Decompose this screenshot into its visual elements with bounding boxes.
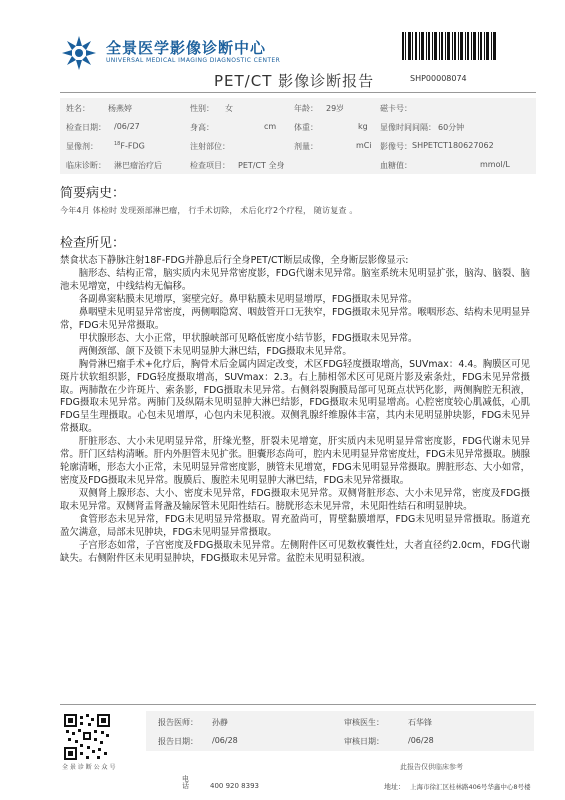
- brand-name-en: UNIVERSAL MEDICAL IMAGING DIAGNOSTIC CENTER: [106, 57, 281, 64]
- exam-item: PET/CT 全身: [238, 161, 285, 170]
- findings-paragraph: 脑形态、结构正常，脑实质内未见异常密度影，FDG代谢未见异常。脑室系统未见明显扩张，脑沟、脑裂、脑池未见增宽，中线结构无偏移。: [60, 267, 530, 292]
- findings-body: [60, 255, 530, 566]
- interval-label: 显像时间间隔：: [380, 123, 436, 132]
- glucose-label: 血糖值：: [380, 161, 412, 170]
- agent-isotope: 18: [114, 141, 121, 147]
- findings-paragraph: 双侧肾上腺形态、大小、密度未见异常，FDG摄取未见异常。双侧肾脏形态、大小未见异常，密度及FDG摄取未见异常。双侧肾盂肾盏及输尿管未见阳性结石。膀胱形态未见异常，未见阳性结石和明显肿块。: [60, 488, 530, 513]
- findings-paragraph: 食管形态未见异常，FDG未见明显异常摄取。胃充盈尚可，胃壁黏膜增厚，FDG未见明显异常摄取。肠道充盈欠满意，局部未见肿块，FDG未见明显异常摄取。: [60, 514, 530, 539]
- report-date: /06/28: [212, 736, 238, 745]
- report-number: SHP00008074: [410, 74, 467, 83]
- height-unit: cm: [264, 122, 277, 131]
- report-title: PET/CT 影像诊断报告: [214, 72, 375, 90]
- findings-paragraph: 子宫形态如常，子宫密度及FDG摄取未见异常。左侧附件区可见数枚囊性灶，大者直径约2.0cm，FDG代谢缺失。右侧附件区未见明显肿块，FDG摄取未见异常。盆腔未见明显积液。: [60, 539, 530, 564]
- agent-value: [114, 141, 145, 151]
- dose-label: 剂量：: [294, 142, 318, 151]
- reporter-label: 报告医师：: [158, 718, 198, 727]
- site-label: 注射部位：: [190, 142, 230, 151]
- card-label: 磁卡号：: [380, 104, 412, 113]
- interval-value: 60分钟: [438, 123, 465, 132]
- patient-sex: 女: [225, 104, 233, 113]
- findings-heading: 检查所见：: [60, 236, 126, 251]
- exam-item-label: 检查项目：: [190, 161, 230, 170]
- qr-code-icon: [64, 714, 110, 760]
- info-row-1: [60, 98, 536, 117]
- exam-date-label: 检查日期：: [66, 123, 106, 132]
- phone-number: 400 920 8393: [210, 782, 259, 790]
- header-rule: [60, 92, 536, 93]
- findings-paragraph: 胸骨淋巴瘤手术+化疗后，胸骨术后金属内固定改变，术区FDG轻度摄取增高，SUVmax：4.4。胸膜区可见斑片状软组织影，FDG轻度摄取增高，SUVmax：2.3。右上肺相邻术区可见斑片影及索条灶，FDG未见异常摄取。两肺散在少许斑片、索条影，FDG摄取未见异常。右侧斜裂胸膜局部可见斑点状钙化影，两侧胸腔无积液，FDG摄取未见异常。两肺门及纵隔未见明显肿大淋巴结影，FDG摄取未见明显增高。心腔密度较心肌减低，心肌FDG呈生理摄取。心包未见增厚，心包内未见积液。双侧乳腺纤维腺体丰富，其内未见明显肿块影，FDG未见异常摄取。: [60, 358, 530, 435]
- signature-panel: [146, 711, 534, 751]
- barcode-icon: [402, 32, 496, 60]
- info-row-2: [60, 117, 536, 136]
- name-label: 姓名：: [66, 104, 90, 113]
- diagnosis-value: 淋巴瘤治疗后: [114, 161, 162, 170]
- glucose-unit: mmol/L: [480, 160, 510, 169]
- brand-name: 全景医学影像诊断中心: [106, 39, 267, 57]
- image-no: SHPETCT180627062: [412, 141, 494, 150]
- footer-rule: [60, 704, 536, 705]
- address-value: 上海市徐汇区桂林路406号华鑫中心8号楼: [410, 783, 531, 791]
- phone-label: 电话: [182, 775, 189, 790]
- reporter-name: 孙静: [212, 718, 228, 727]
- sex-label: 性别：: [190, 104, 214, 113]
- findings-paragraph: 各副鼻窦粘膜未见增厚，窦壁完好。鼻甲粘膜未见明显增厚，FDG摄取未见异常。: [78, 293, 418, 305]
- agent-label: 显像剂：: [66, 142, 98, 151]
- patient-info-panel: [60, 98, 536, 174]
- findings-paragraph: 肝脏形态、大小未见明显异常，肝缘光整，肝裂未见增宽，肝实质内未见明显异常密度影，FDG代谢未见异常。肝门区结构清晰。肝内外胆管未见扩张。胆囊形态尚可，腔内未见明显异常密度灶，FDG未见异常摄取。胰腺轮廓清晰，形态大小正常，未见明显异常密度影，胰管未见增宽，FDG未见明显异常摄取。脾脏形态、大小如常，密度及FDG摄取未见异常。腹膜后、腹腔未见明显肿大淋巴结，FDG未见异常摄取。: [60, 436, 530, 487]
- patient-name: 杨燕婷: [108, 104, 132, 113]
- center-logo-icon: [60, 34, 98, 72]
- age-label: 年龄：: [294, 104, 318, 113]
- review-date-label: 审核日期：: [344, 737, 384, 746]
- weight-label: 体重：: [294, 123, 318, 132]
- findings-paragraph: 鼻咽壁未见明显异常密度，两侧咽隐窝、咽鼓管开口无狭窄，FDG摄取未见异常。喉咽形态、结构未见明显异常，FDG未见异常摄取。: [60, 306, 530, 331]
- review-date: /06/28: [408, 736, 434, 745]
- report-date-label: 报告日期：: [158, 737, 198, 746]
- height-label: 身高：: [190, 123, 214, 132]
- patient-age: 29岁: [326, 104, 345, 113]
- history-text: 今年4月 体检时 发现颈部淋巴瘤， 行手术切除， 术后化疗2个疗程， 随访复查 。: [60, 206, 358, 215]
- exam-date: /06/27: [114, 122, 140, 131]
- info-row-3: [60, 136, 536, 155]
- agent-name: F-FDG: [120, 141, 145, 151]
- reviewer-label: 审核医生：: [344, 718, 384, 727]
- info-row-4: [60, 155, 536, 174]
- clinical-reference-note: 此报告仅供临床参考: [400, 763, 463, 771]
- qr-caption: 全 景 诊 断 公 众 号: [62, 764, 116, 771]
- address-label: 地址：: [384, 783, 405, 791]
- dose-unit: mCi: [356, 141, 372, 150]
- reviewer-name: 石华锋: [408, 718, 432, 727]
- image-no-label: 影像号：: [380, 142, 412, 151]
- findings-paragraph: 两侧颈部、颌下及锁下未见明显肿大淋巴结，FDG摄取未见异常。: [78, 345, 352, 357]
- findings-paragraph: 禁食状态下静脉注射18F-FDG并静息后行全身PET/CT断层成像，全身断层影像显示:: [60, 255, 409, 266]
- weight-unit: kg: [358, 122, 368, 131]
- history-heading: 简要病史：: [60, 186, 126, 201]
- findings-paragraph: 甲状腺形态、大小正常，甲状腺峡部可见略低密度小结节影，FDG摄取未见异常。: [78, 332, 418, 344]
- diagnosis-label: 临床诊断：: [66, 161, 106, 170]
